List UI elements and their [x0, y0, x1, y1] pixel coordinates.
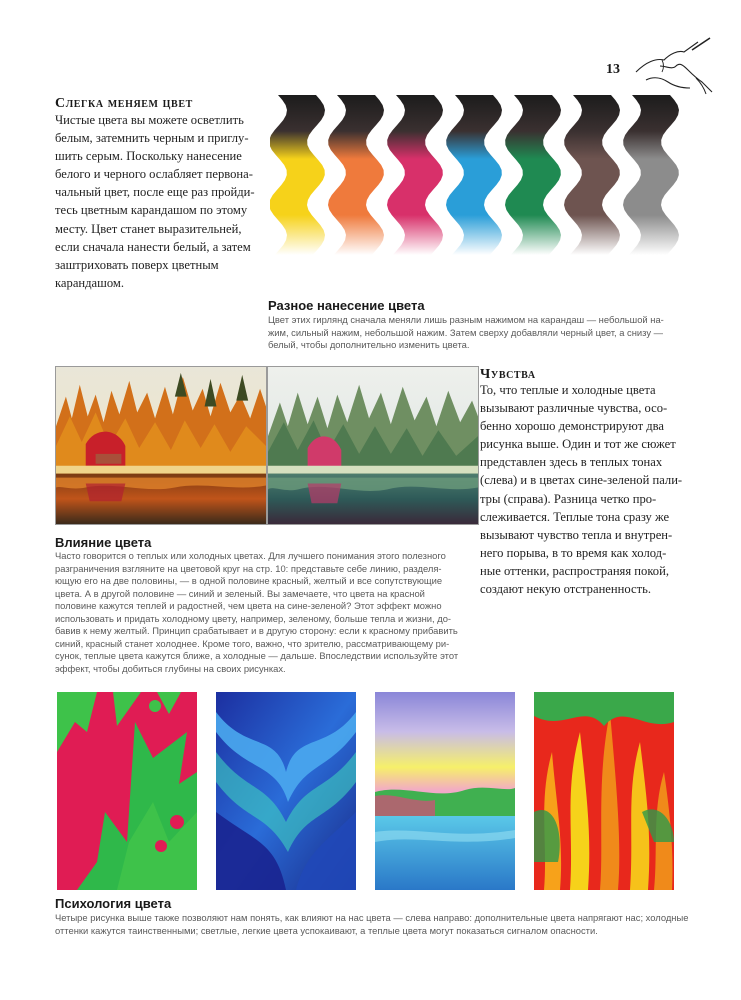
pencil-caption-body — [268, 314, 686, 352]
text-line: ные оттенки, распространяя покой, — [480, 563, 669, 578]
page-number: 13 — [606, 62, 620, 77]
caption-line: синий, красный станет холоднее. Кроме того, важно, что зрителю, рассматривающему ри- — [55, 637, 450, 649]
pencil-strip — [387, 95, 443, 295]
caption-line: Четыре рисунка выше также позволяют нам понять, как влияют на нас цвета — слева направо: дополнительные цвета напрягают нас; холодные — [55, 912, 689, 923]
caption-line: использовать и придать холодному цвету, например, зеленому, больше тепла и жизни, до- — [55, 612, 452, 624]
pencil-strip — [505, 95, 561, 295]
caption-line: сунок, теплые цвета кажутся ближе, а холодные — дальше. Впоследствии используйте этот — [55, 650, 459, 661]
caption-line: оттенки кажутся таинственными; светлые, легкие цвета успокаивают, а теплые цвета могут показаться сигналом опасности. — [55, 924, 598, 936]
text-line: То, что теплые и холодные цвета — [480, 383, 656, 397]
text-line: шить серым. Поскольку нанесение — [55, 149, 242, 164]
text-line: чальный цвет, после еще раз пройди- — [55, 185, 255, 200]
caption-line: ющую его на две половины, — в одной половине красный, желтый и все сопутствующие — [55, 575, 443, 586]
complementary-colors-artwork — [57, 692, 197, 890]
text-line: заштриховать поверх цветным — [55, 257, 219, 272]
cool-landscape-image — [267, 366, 479, 525]
caption-line: Часто говорится о теплых или холодных цветах. Для лучшего понимания этого полезного — [55, 550, 446, 561]
caption-line: разграничения взгляните на цветовой круг на стр. 10: представьте себе линию, разделя- — [55, 562, 442, 574]
text-line: слеживается. Теплые тона сразу же — [480, 509, 670, 524]
feelings-body — [480, 381, 695, 598]
cool-colors-artwork — [216, 692, 356, 890]
influence-caption-title: Влияние цвета — [55, 535, 152, 550]
pencil-caption-title: Разное нанесение цвета — [268, 298, 425, 313]
caption-line: Цвет этих гирлянд сначала меняли лишь разным нажимом на карандаш — небольшой на- — [268, 314, 664, 325]
psychology-caption-title: Психология цвета — [55, 896, 172, 911]
text-line: Чистые цвета вы можете осветлить — [55, 113, 244, 127]
text-line: вызывают чувство тепла и внутрен- — [480, 527, 673, 542]
intro-heading: Слегка меняем цвет — [55, 96, 193, 111]
text-line: него порыва, в то время как холод- — [480, 545, 667, 560]
text-line: создают некую отстраненность. — [480, 582, 651, 597]
psychology-caption-body — [55, 912, 695, 937]
pencil-strip — [446, 95, 502, 295]
text-line: (слева) и в цветах сине-зеленой пали- — [480, 473, 683, 488]
text-line: месту. Цвет станет выразительней, — [55, 221, 242, 236]
text-line: вызывают различные чувства, осо- — [480, 401, 668, 416]
caption-line: цвета. А в другой половине — синий и зеленый. Вы замечаете, что цвета на красной — [55, 587, 425, 599]
influence-caption-body — [55, 550, 465, 675]
text-line: тесь цветным карандашом по этому — [55, 203, 248, 218]
pencil-strips-illustration — [270, 95, 685, 295]
text-line: карандашом. — [55, 275, 125, 290]
caption-line: эффект, чтобы добиться глубины на своих рисунках. — [55, 662, 286, 674]
pencil-strip — [623, 95, 679, 295]
feelings-heading: Чувства — [480, 367, 536, 382]
warm-landscape-image — [55, 366, 267, 525]
text-line: белым, затемнить черным и приглу- — [55, 131, 249, 146]
text-line: тры (справа). Разница четко про- — [480, 491, 657, 506]
light-colors-artwork — [375, 692, 515, 890]
intro-body — [55, 111, 263, 292]
text-line: представлен здесь в теплых тонах — [480, 455, 663, 470]
text-line: рисунка выше. Один и тот же сюжет — [480, 437, 676, 452]
text-line: бенно хорошо демонстрируют два — [480, 419, 664, 434]
pencil-strip — [328, 95, 384, 295]
hand-drawing-icon — [632, 36, 716, 96]
warm-colors-artwork — [534, 692, 674, 890]
text-line: если сначала нанести белый, а затем — [55, 239, 251, 254]
caption-line: белый, чтобы дополнительно изменить цвета. — [268, 339, 470, 350]
caption-line: жим, сильный нажим, небольшой нажим. Затем сверху добавляли черный цвет, а снизу — — [268, 326, 664, 338]
caption-line: половине кажутся теплей и радостней, чем цвета на сине-зеленой? Этот эффект можно — [55, 600, 442, 611]
pencil-strip — [564, 95, 620, 295]
text-line: белого и черного ослабляет первона- — [55, 167, 253, 182]
pencil-strip — [270, 95, 325, 295]
caption-line: бавив к нему желтый. Принцип срабатывает и в другую сторону: если к красному прибавить — [55, 625, 458, 636]
